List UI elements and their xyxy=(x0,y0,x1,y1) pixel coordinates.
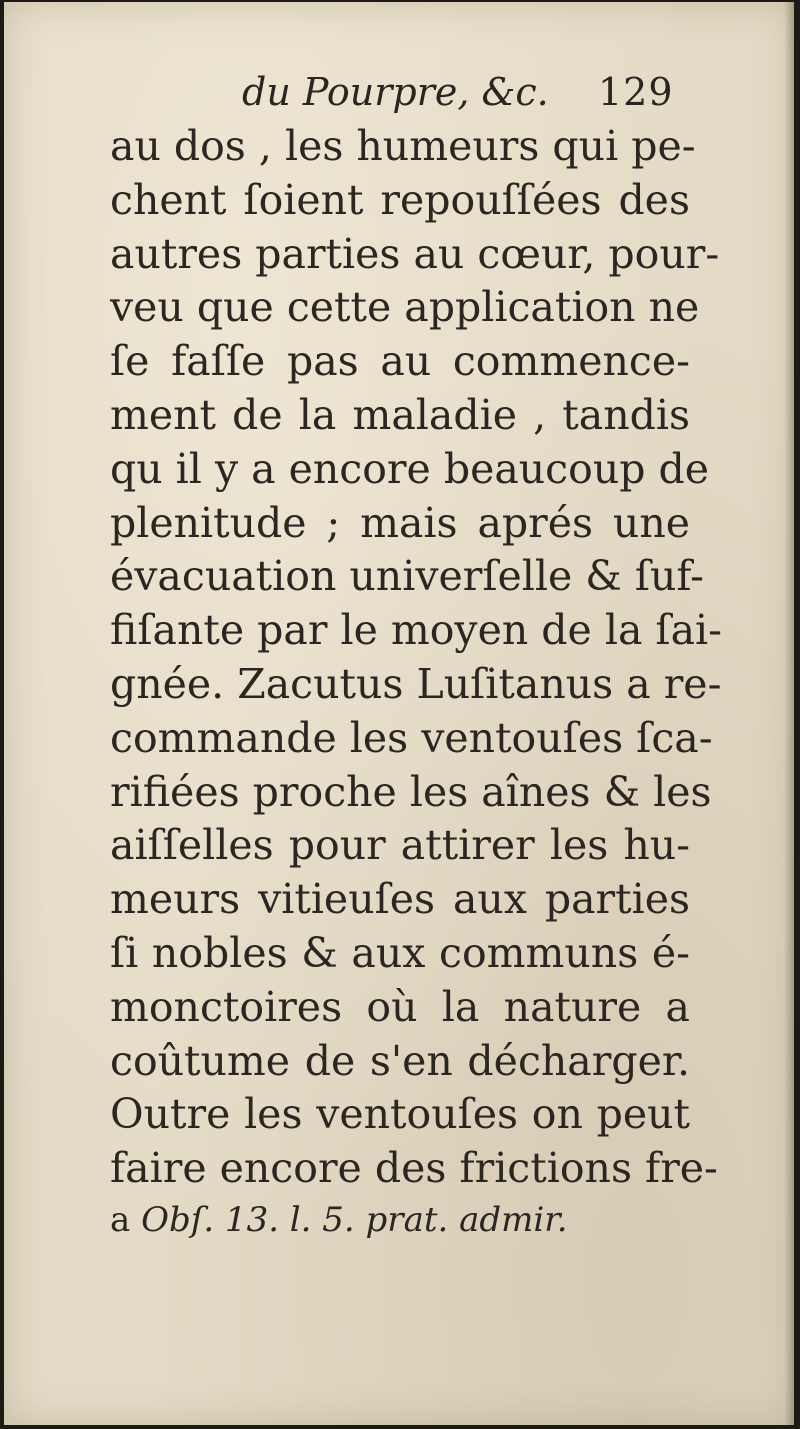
text-line: veu que cette application ne xyxy=(110,283,700,332)
footnote-mark: a xyxy=(110,1200,131,1240)
text-line: ſi nobles & aux communs é- xyxy=(110,928,690,977)
running-head xyxy=(4,64,794,124)
text-line: rifiées proche les aînes & les xyxy=(110,767,712,816)
text-line: ſe faſſe pas au commence- xyxy=(110,337,690,386)
footnote xyxy=(110,1200,568,1240)
text-line: autres parties au cœur, pour- xyxy=(110,229,720,278)
text-line: faire encore des frictions fre- xyxy=(110,1144,718,1193)
text-line: évacuation univerſelle & ſuf- xyxy=(110,552,704,601)
text-line: plenitude ; mais aprés une xyxy=(110,498,690,547)
text-line: gnée. Zacutus Luſitanus a re- xyxy=(110,659,722,708)
text-line: ment de la maladie , tandis xyxy=(110,390,690,439)
text-line: fiſante par le moyen de la ſai- xyxy=(110,606,723,655)
running-head-title: du Pourpre, &c. xyxy=(242,70,549,114)
book-page xyxy=(4,2,794,1425)
text-line: chent ſoient repouſſées des xyxy=(110,175,690,224)
text-line: Outre les ventouſes on peut xyxy=(110,1090,690,1139)
text-line: meurs vitieuſes aux parties xyxy=(110,875,690,924)
text-line: coûtume de s'en décharger. xyxy=(110,1036,690,1085)
footnote-reference: Obſ. 13. l. 5. prat. admir. xyxy=(141,1200,568,1240)
text-line: commande les ventouſes ſca- xyxy=(110,713,713,762)
text-line: qu il y a encore beaucoup de xyxy=(110,444,710,493)
body-text xyxy=(110,120,723,1196)
text-line: aiſſelles pour attirer les hu- xyxy=(110,821,690,870)
text-line: monctoires où la nature a xyxy=(110,982,690,1031)
text-line: au dos , les humeurs qui pe- xyxy=(110,122,696,170)
page-edge-shadow xyxy=(784,2,794,1425)
page-number: 129 xyxy=(598,70,674,114)
